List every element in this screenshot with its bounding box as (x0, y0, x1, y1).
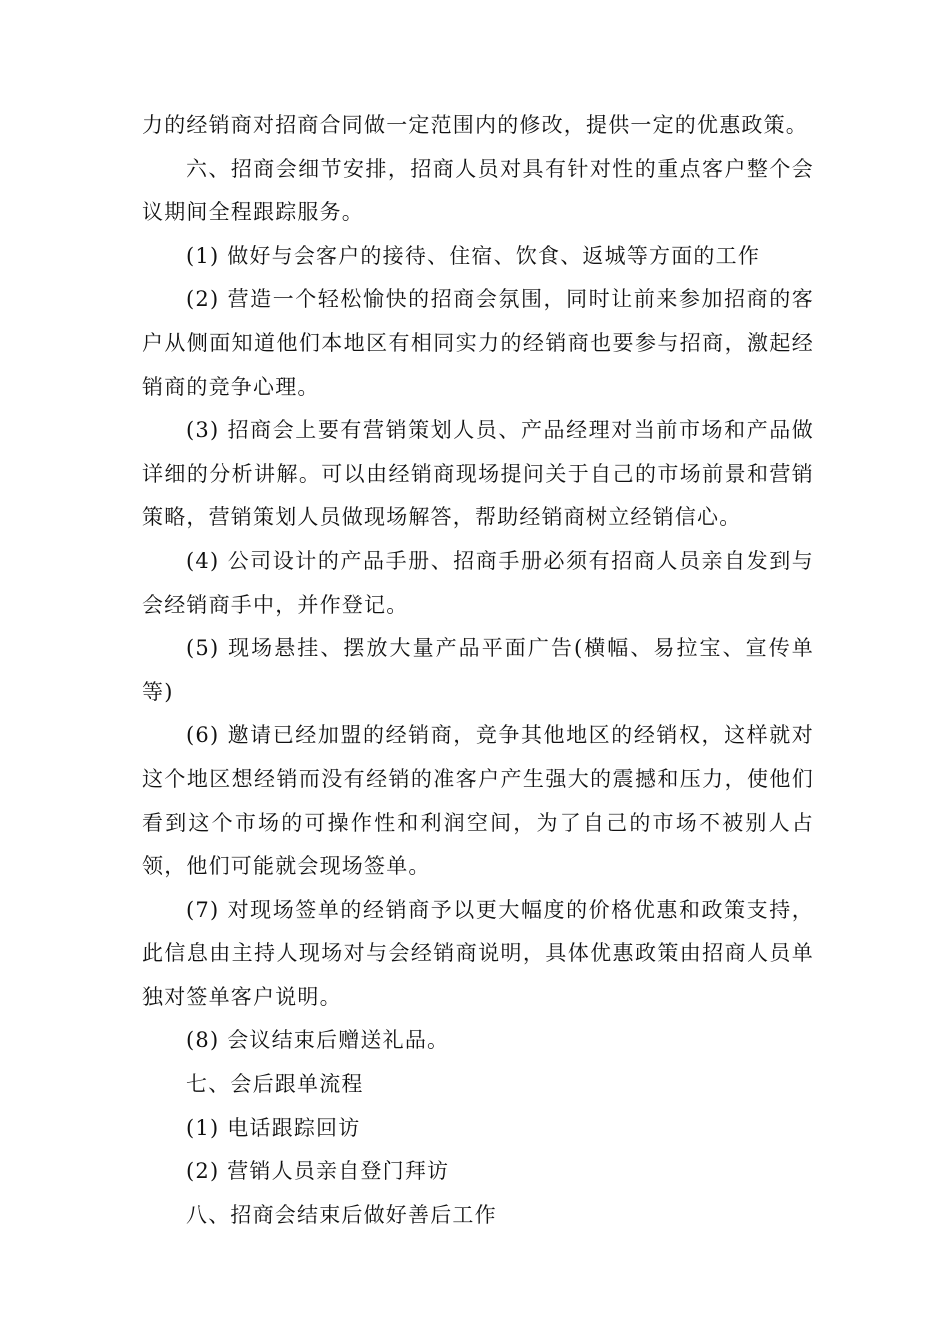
list-item-7-2: (2) 营销人员亲自登门拜访 (186, 1159, 450, 1184)
list-item-6-7: (7) 对现场签单的经销商予以更大幅度的价格优惠和政策支持，此信息由主持人现场对与会经销商说明，具体优惠政策由招商人员单独对签单客户说明。 (142, 897, 814, 1009)
list-item-6-1: (1) 做好与会客户的接待、住宿、饮食、返城等方面的工作 (186, 243, 761, 268)
list-item-6-5: (5) 现场悬挂、摆放大量产品平面广告(横幅、易拉宝、宣传单等) (142, 636, 814, 704)
list-item-7-1: (1) 电话跟踪回访 (186, 1115, 361, 1140)
list-item-6-3: (3) 招商会上要有营销策划人员、产品经理对当前市场和产品做详细的分析讲解。可以由经销商现场提问关于自己的市场前景和营销策略，营销策划人员做现场解答，帮助经销商树立经销信心。 (142, 418, 814, 530)
list-item-6-4: (4) 公司设计的产品手册、招商手册必须有招商人员亲自发到与会经销商手中，并作登记。 (142, 548, 814, 617)
document-body (142, 104, 814, 1237)
heading-section-7: 七、会后跟单流程 (186, 1072, 364, 1097)
list-item-6-6: (6) 邀请已经加盟的经销商，竞争其他地区的经销权，这样就对这个地区想经销而没有经销的准客户产生强大的震撼和压力，使他们看到这个市场的可操作性和利润空间，为了自己的市场不被别人占领，他们可能就会现场签单。 (142, 723, 814, 879)
paragraph-1: 力的经销商对招商合同做一定范围内的修改，提供一定的优惠政策。 (142, 113, 808, 137)
list-item-6-8: (8) 会议结束后赠送礼品。 (186, 1028, 450, 1053)
heading-section-6: 六、招商会细节安排，招商人员对具有针对性的重点客户整个会议期间全程跟踪服务。 (142, 156, 814, 225)
heading-section-8: 八、招商会结束后做好善后工作 (186, 1202, 497, 1227)
list-item-6-2: (2) 营造一个轻松愉快的招商会氛围，同时让前来参加招商的客户从侧面知道他们本地区有相同实力的经销商也要参与招商，激起经销商的竞争心理。 (142, 287, 814, 399)
